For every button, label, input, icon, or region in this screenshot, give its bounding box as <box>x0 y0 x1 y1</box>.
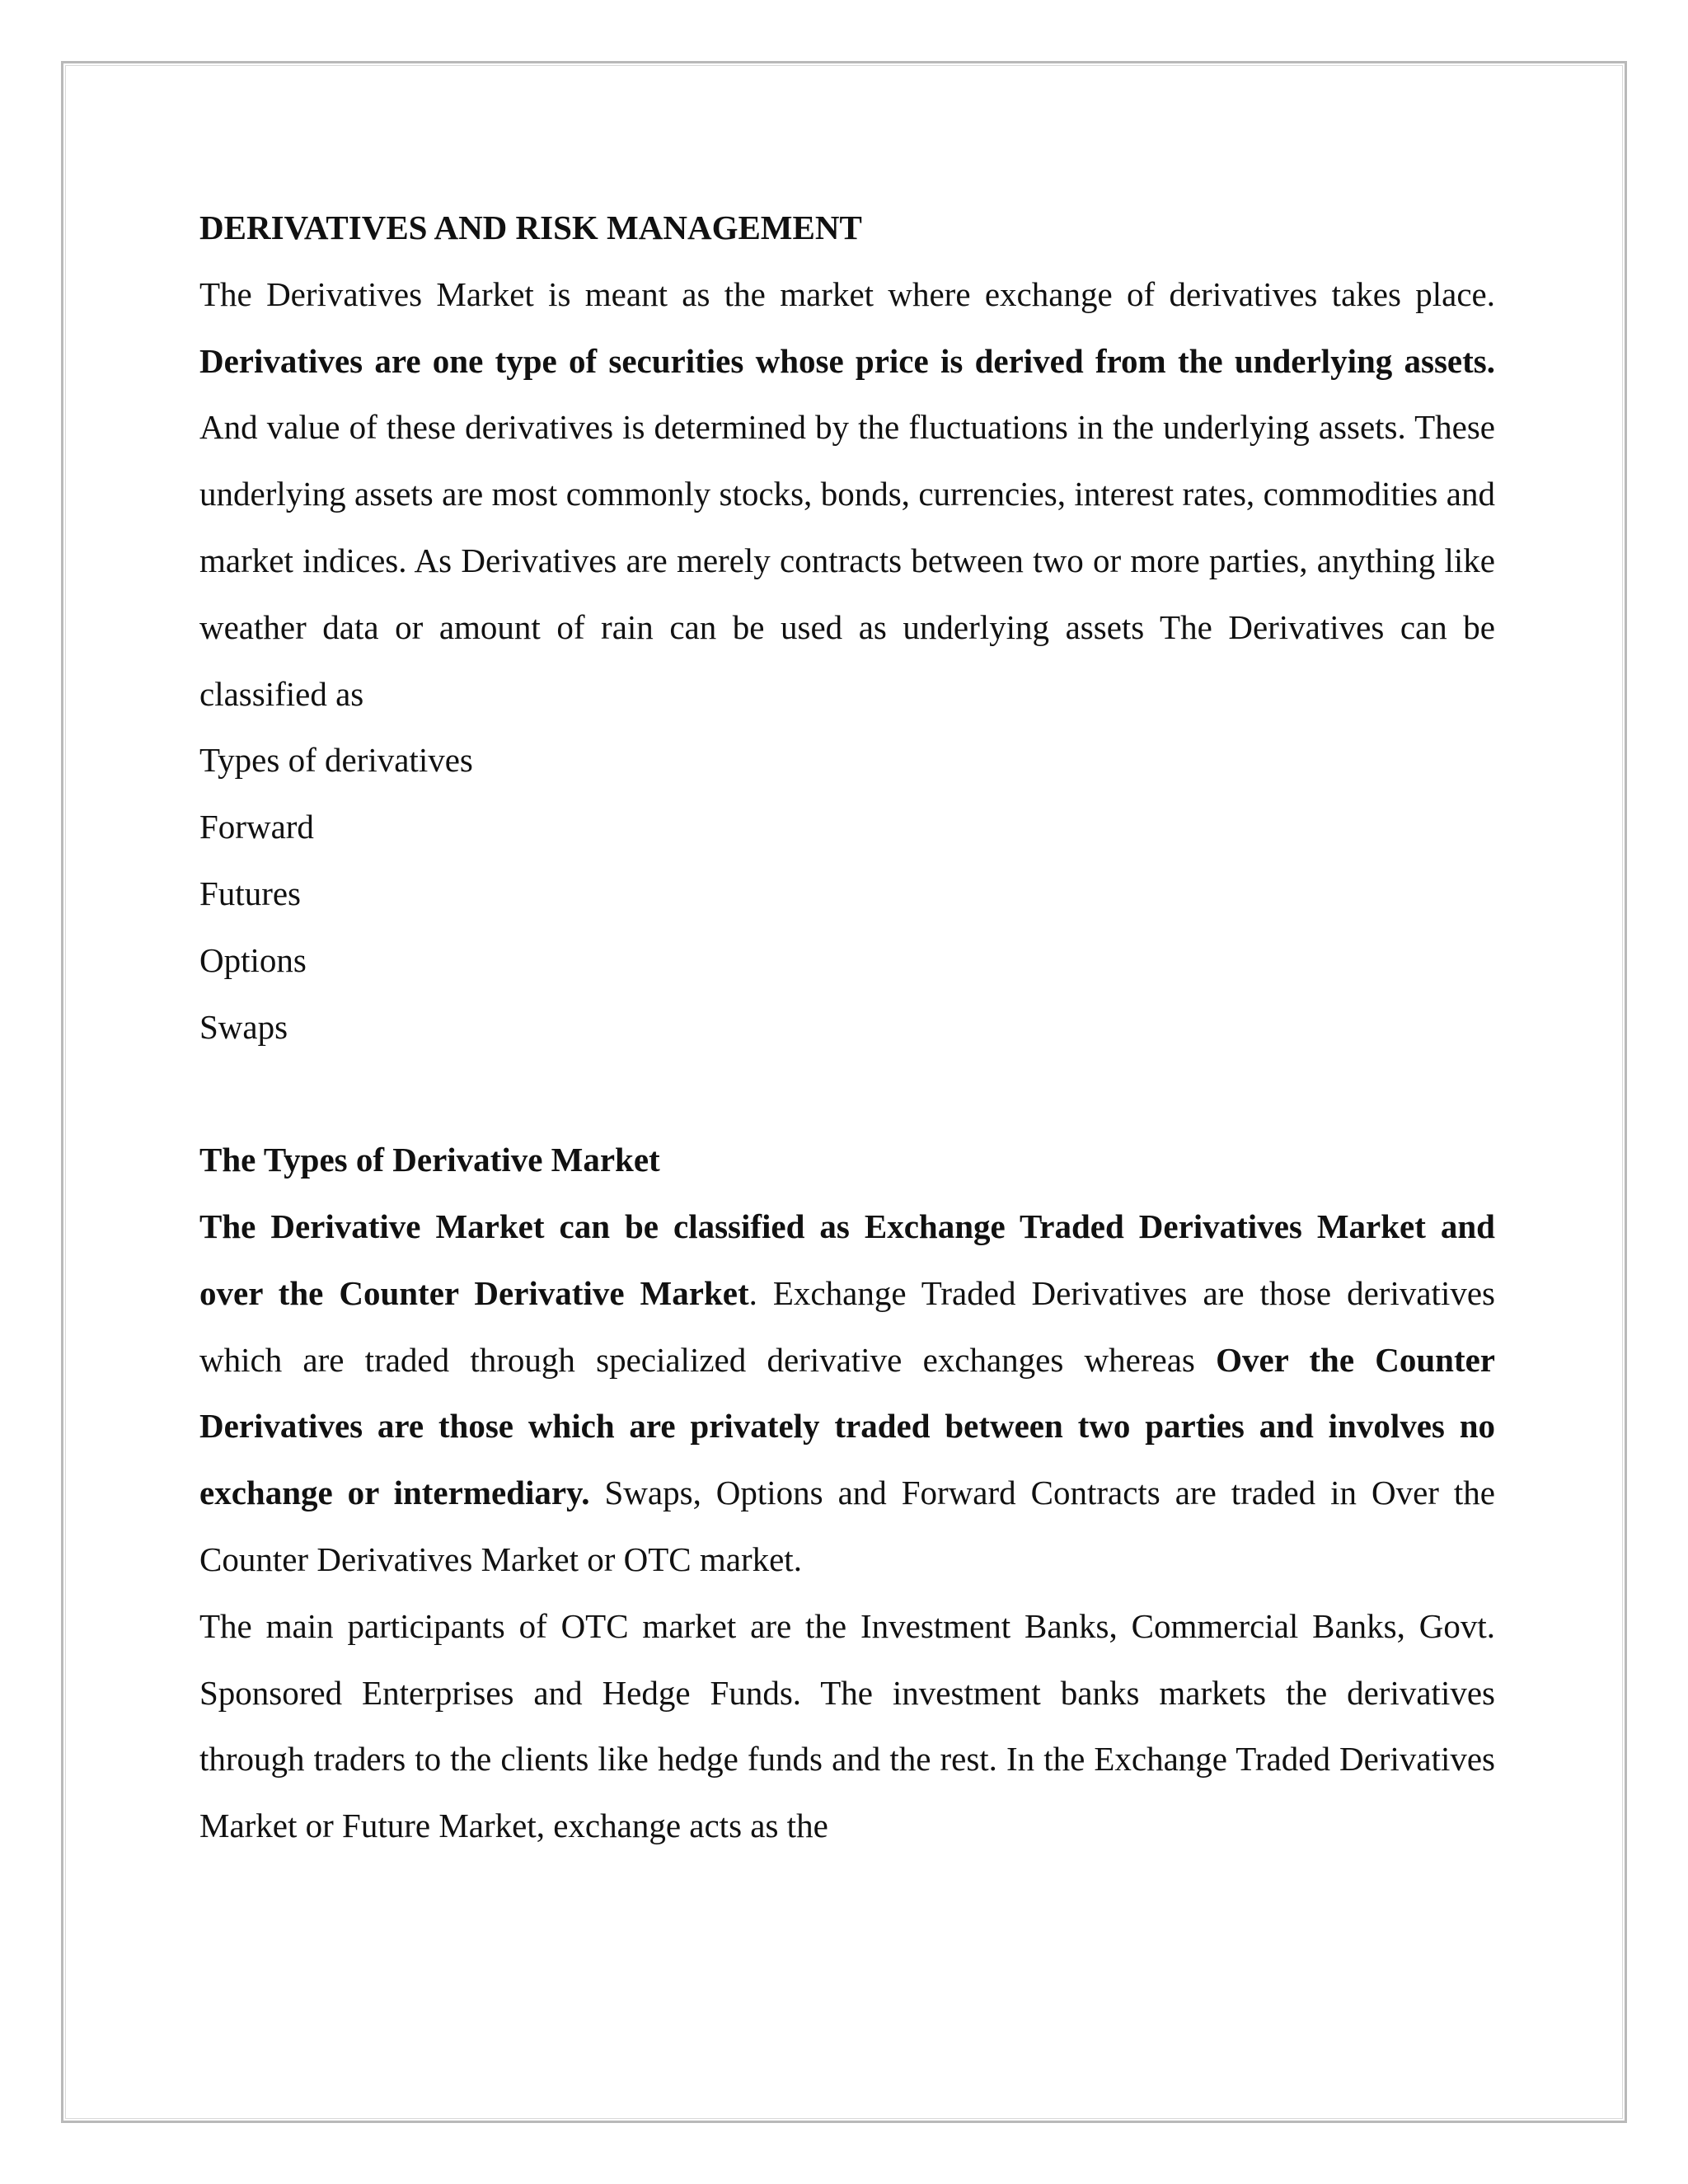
otc-bold-definition: Over the Counter Derivatives are those which are privately traded between two parties and involves no exchange or intermediary. <box>199 1340 1495 1512</box>
list-item-forward: Forward <box>199 808 314 846</box>
participants-paragraph: The main participants of OTC market are the Investment Banks, Commercial Banks, Govt. Sponsored Enterprises and Hedge Funds. The investment banks markets the derivatives through traders to the clients like hedge funds and the rest. In the Exchange Traded Derivatives Market or Future Market, exchange acts as the <box>199 1606 1495 1845</box>
document-body <box>199 194 1495 1859</box>
document-title: DERIVATIVES AND RISK MANAGEMENT <box>199 209 862 246</box>
intro-lead: The Derivatives Market is meant as the market where exchange of derivatives takes place. <box>199 274 1495 313</box>
types-heading: Types of derivatives <box>199 741 473 780</box>
list-item-options: Options <box>199 940 307 979</box>
classification-text-2: Swaps, Options and Forward Contracts are traded in Over the Counter Derivatives Market or OTC market. <box>199 1474 1495 1578</box>
list-item-futures: Futures <box>199 874 301 912</box>
classification-text-1: . Exchange Traded Derivatives are those derivatives which are traded through specialized derivative exchanges whereas <box>199 1273 1495 1379</box>
market-classification-paragraph <box>199 1193 1495 1593</box>
classification-bold-lead: The Derivative Market can be classified as Exchange Traded Derivatives Market and over the Counter Derivative Market <box>199 1207 1495 1312</box>
section-spacer <box>199 1060 1495 1127</box>
intro-rest: And value of these derivatives is determined by the fluctuations in the underlying assets. These underlying assets are most commonly stocks, bonds, currencies, interest rates, commodities and market indices. As Derivatives are merely contracts between two or more parties, anything like weather data or amount of rain can be used as underlying assets The Derivatives can be classified as <box>199 408 1495 713</box>
list-item-swaps: Swaps <box>199 1007 288 1046</box>
intro-bold-definition: Derivatives are one type of securities whose price is derived from the underlying assets. <box>199 341 1495 380</box>
intro-paragraph <box>199 261 1495 728</box>
section-heading: The Types of Derivative Market <box>199 1141 660 1179</box>
